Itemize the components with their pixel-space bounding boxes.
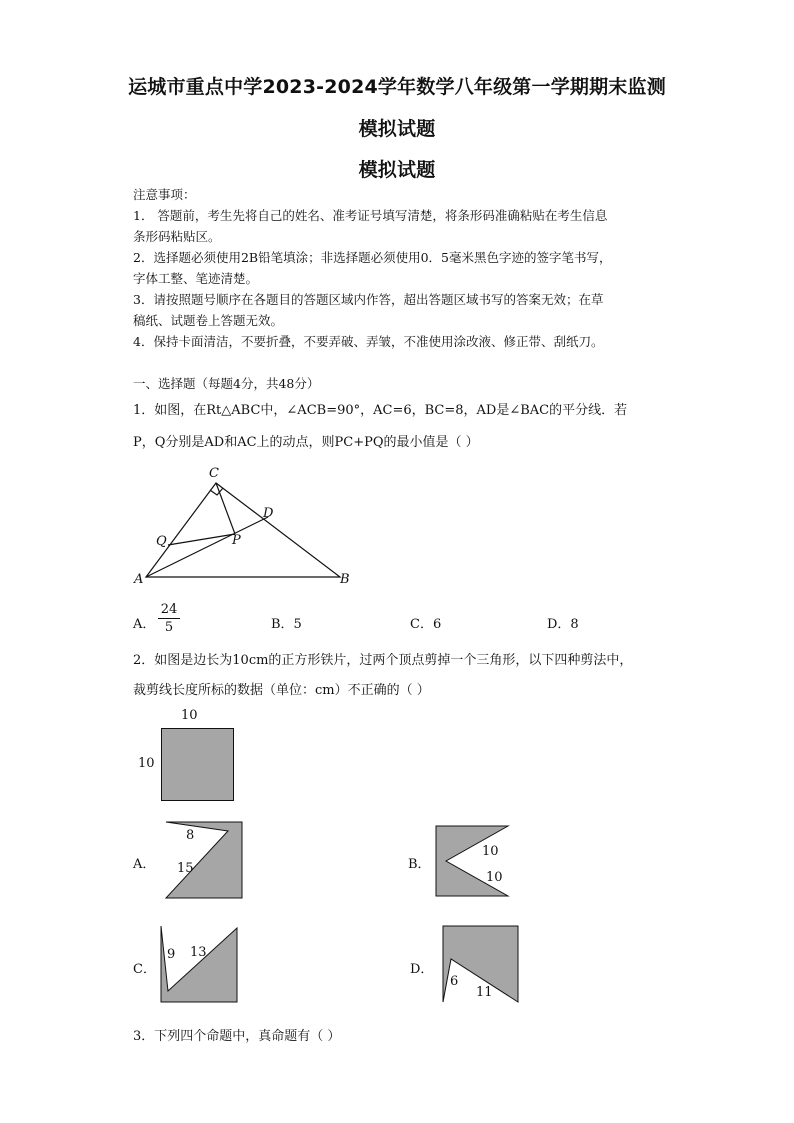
notes-item: 稿纸、试题卷上答题无效。: [133, 313, 284, 328]
question-1-line2: P，Q分别是AD和AC上的动点，则PC+PQ的最小值是（ ）: [133, 435, 479, 450]
square-sheet: [161, 728, 234, 801]
option-c-right-label: 13: [190, 945, 207, 960]
option-b-top-label: 10: [482, 844, 499, 859]
option-b: B．5: [271, 617, 302, 632]
label-Q: Q: [156, 534, 167, 549]
notes-item: 字体工整、笔迹清楚。: [133, 271, 259, 286]
label-D: D: [263, 506, 274, 521]
q2-option-b-label: B．: [408, 857, 431, 872]
option-d-left-label: 6: [450, 974, 459, 989]
fraction-numerator: 24: [158, 601, 180, 619]
option-a-side-label: 15: [177, 861, 194, 876]
fraction-denominator: 5: [164, 620, 174, 635]
page-subtitle: 模拟试题: [358, 118, 436, 140]
option-c-left-label: 9: [167, 947, 176, 962]
label-B: B: [340, 572, 350, 587]
option-a-top-label: 8: [186, 828, 195, 843]
option-a-label: A．: [133, 617, 156, 632]
label-C: C: [209, 466, 219, 481]
option-a-fraction: [158, 601, 180, 637]
option-a-shape: [160, 816, 250, 906]
q2-option-a-label: A．: [133, 857, 156, 872]
section-heading: 一、选择题（每题4分，共48分）: [133, 376, 320, 391]
question-2-line2: 裁剪线长度所标的数据（单位：cm）不正确的（ ）: [133, 683, 430, 698]
notes-heading: 注意事项：: [133, 187, 196, 202]
question-2-line1: 2．如图是边长为10cm的正方形铁片，过两个顶点剪掉一个三角形，以下四种剪法中，: [133, 653, 633, 668]
label-A: A: [134, 572, 144, 587]
triangle-figure: [120, 462, 360, 592]
notes-item: 条形码粘贴区。: [133, 229, 221, 244]
label-P: P: [232, 533, 241, 548]
square-left-label: 10: [138, 756, 155, 771]
notes-item: 1． 答题前，考生先将自己的姓名、准考证号填写清楚，将条形码准确粘贴在考生信息: [133, 208, 608, 223]
q2-option-d-label: D．: [410, 962, 434, 977]
page-title: 运城市重点中学2023-2024学年数学八年级第一学期期末监测: [128, 76, 666, 98]
question-3-line1: 3．下列四个命题中，真命题有（ ）: [133, 1029, 341, 1044]
option-b-bottom-label: 10: [486, 870, 503, 885]
option-c-shape: [155, 922, 245, 1008]
notes-item: 4．保持卡面清洁，不要折叠，不要弄破、弄皱，不准使用涂改液、修正带、刮纸刀。: [133, 334, 604, 349]
option-b-shape: [430, 820, 520, 904]
option-d-shape: [436, 922, 526, 1008]
notes-item: 2．选择题必须使用2B铅笔填涂；非选择题必须使用0．5毫米黑色字迹的签字笔书写，: [133, 250, 612, 265]
page-subtitle-repeat: 模拟试题: [358, 159, 436, 181]
notes-item: 3．请按照题号顺序在各题目的答题区域内作答，超出答题区域书写的答案无效；在草: [133, 292, 604, 307]
question-1-line1: 1．如图，在Rt△ABC中，∠ACB=90°，AC=6，BC=8，AD是∠BAC的平分线．若: [133, 403, 628, 418]
option-d-right-label: 11: [476, 985, 493, 1000]
option-c: C．6: [410, 617, 442, 632]
square-top-label: 10: [181, 708, 198, 723]
q2-option-c-label: C．: [133, 962, 156, 977]
option-d: D．8: [547, 617, 579, 632]
